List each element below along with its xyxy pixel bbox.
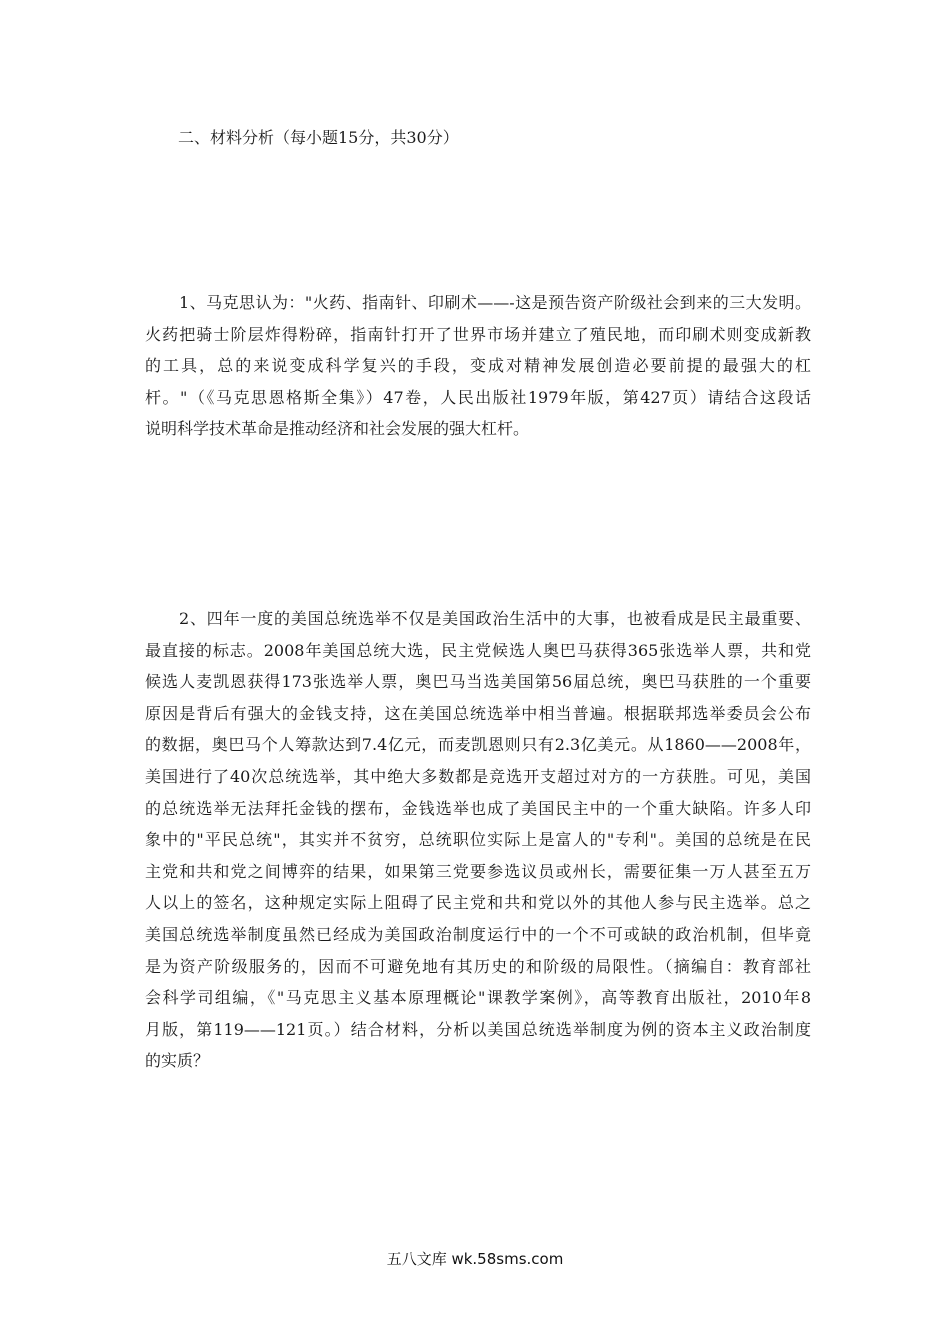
- question-2-line: 的数据，奥巴马个人筹款达到7.4亿元，而麦凯恩则只有2.3亿美元。从1860——2008年，: [145, 735, 811, 755]
- question-2-line: 最直接的标志。2008年美国总统大选，民主党候选人奥巴马获得365张选举人票，共和党: [145, 640, 811, 660]
- question-1-line: 1、马克思认为："火药、指南针、印刷术——-这是预告资产阶级社会到来的三大发明。: [179, 293, 811, 312]
- question-2-line: 的总统选举无法拜托金钱的摆布，金钱选举也成了美国民主中的一个重大缺陷。许多人印: [145, 798, 811, 818]
- question-1-paragraph: [145, 287, 811, 445]
- section-heading: 二、材料分析（每小题15分，共30分）: [178, 128, 459, 147]
- question-2-line: 的实质？: [145, 1051, 210, 1071]
- question-2-line: 月版，第119——121页。）结合材料，分析以美国总统选举制度为例的资本主义政治制度: [145, 1019, 811, 1039]
- question-2-line: 美国总统选举制度虽然已经成为美国政治制度运行中的一个不可或缺的政治机制，但毕竟: [145, 924, 811, 944]
- question-1-line: 说明科学技术革命是推动经济和社会发展的强大杠杆。: [145, 419, 530, 439]
- footer-watermark: 五八文库 wk.58sms.com: [386, 1250, 564, 1268]
- question-2-line: 候选人麦凯恩获得173张选举人票，奥巴马当选美国第56届总统，奥巴马获胜的一个重要: [145, 672, 811, 692]
- question-2-line: 美国进行了40次总统选举，其中绝大多数都是竞选开支超过对方的一方获胜。可见，美国: [145, 766, 811, 786]
- question-1-line: 火药把骑士阶层炸得粉碎，指南针打开了世界市场并建立了殖民地，而印刷术则变成新教: [145, 324, 811, 344]
- question-2-line: 主党和共和党之间博弈的结果，如果第三党要参选议员或州长，需要征集一万人甚至五万: [145, 861, 811, 881]
- question-2-paragraph: [145, 603, 811, 1077]
- question-2-line: 2、四年一度的美国总统选举不仅是美国政治生活中的大事，也被看成是民主最重要、: [179, 609, 811, 628]
- question-2-line: 会科学司组编，《"马克思主义基本原理概论"课教学案例》，高等教育出版社，2010年8: [145, 988, 811, 1008]
- question-2-line: 人以上的签名，这种规定实际上阻碍了民主党和共和党以外的其他人参与民主选举。总之: [145, 893, 811, 913]
- question-1-line: 杆。"（《马克思恩格斯全集》）47卷，人民出版社1979年版，第427页）请结合这段话: [145, 387, 811, 407]
- question-2-line: 象中的"平民总统"，其实并不贫穷，总统职位实际上是富人的"专利"。美国的总统是在民: [145, 830, 811, 850]
- question-2-line: 原因是背后有强大的金钱支持，这在美国总统选举中相当普遍。根据联邦选举委员会公布: [145, 703, 811, 723]
- question-2-line: 是为资产阶级服务的，因而不可避免地有其历史的和阶级的局限性。（摘编自：教育部社: [145, 956, 811, 976]
- question-1-line: 的工具，总的来说变成科学复兴的手段，变成对精神发展创造必要前提的最强大的杠: [145, 356, 811, 376]
